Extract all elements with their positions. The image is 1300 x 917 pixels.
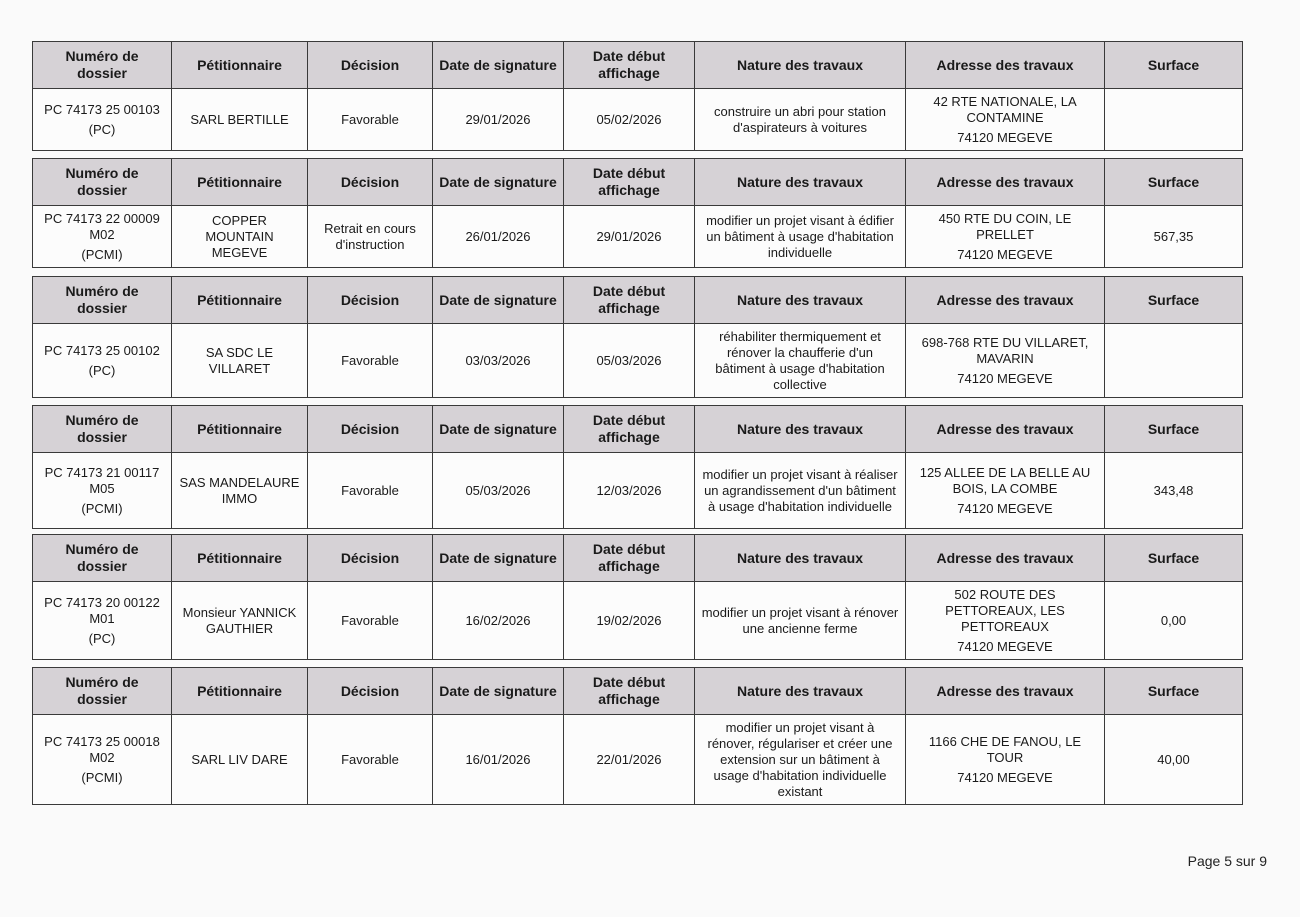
header-adresse: Adresse des travaux — [906, 159, 1105, 206]
date-affichage-cell: 22/01/2026 — [564, 715, 695, 805]
dossier-type: (PC) — [88, 630, 116, 646]
header-date-affichage: Date début affichage — [564, 277, 695, 324]
header-nature: Nature des travaux — [695, 668, 906, 715]
adresse-cell — [906, 453, 1105, 529]
header-petitionnaire: Pétitionnaire — [172, 406, 308, 453]
address-city: 74120 MEGEVE — [957, 769, 1053, 785]
header-adresse: Adresse des travaux — [906, 535, 1105, 582]
table-row — [33, 89, 1243, 151]
dossier-cell — [33, 324, 172, 398]
date-signature-cell: 26/01/2026 — [433, 206, 564, 268]
decision-cell: Favorable — [308, 715, 433, 805]
header-petitionnaire: Pétitionnaire — [172, 668, 308, 715]
surface-cell: 567,35 — [1105, 206, 1243, 268]
dossier-cell — [33, 89, 172, 151]
address-city: 74120 MEGEVE — [957, 500, 1053, 516]
address-street: 42 RTE NATIONALE, LA CONTAMINE — [933, 93, 1077, 125]
dossier-type: (PCMI) — [81, 500, 123, 516]
address-street: 502 ROUTE DES PETTOREAUX, LES PETTOREAUX — [945, 586, 1065, 634]
date-signature-cell: 05/03/2026 — [433, 453, 564, 529]
header-decision: Décision — [308, 159, 433, 206]
dossier-cell — [33, 715, 172, 805]
header-dossier: Numéro de dossier — [33, 535, 172, 582]
header-date-signature: Date de signature — [433, 535, 564, 582]
header-decision: Décision — [308, 42, 433, 89]
header-surface: Surface — [1105, 535, 1243, 582]
address-street: 125 ALLEE DE LA BELLE AU BOIS, LA COMBE — [919, 464, 1091, 496]
nature-cell: modifier un projet visant à rénover une ancienne ferme — [695, 582, 906, 660]
dossier-number: PC 74173 22 00009 M02 — [44, 210, 160, 242]
adresse-cell — [906, 89, 1105, 151]
header-surface: Surface — [1105, 406, 1243, 453]
surface-cell: 343,48 — [1105, 453, 1243, 529]
decision-cell: Favorable — [308, 89, 433, 151]
header-date-affichage: Date début affichage — [564, 406, 695, 453]
header-dossier: Numéro de dossier — [33, 159, 172, 206]
address-street: 698-768 RTE DU VILLARET, MAVARIN — [921, 334, 1089, 366]
page-number: Page 5 sur 9 — [1187, 853, 1267, 869]
date-signature-cell: 16/01/2026 — [433, 715, 564, 805]
permit-table — [32, 41, 1243, 151]
date-affichage-cell: 05/03/2026 — [564, 324, 695, 398]
header-date-signature: Date de signature — [433, 406, 564, 453]
header-petitionnaire: Pétitionnaire — [172, 159, 308, 206]
table-row — [33, 582, 1243, 660]
address-city: 74120 MEGEVE — [957, 370, 1053, 386]
decision-cell: Favorable — [308, 453, 433, 529]
petitionnaire-cell: SARL BERTILLE — [172, 89, 308, 151]
header-surface: Surface — [1105, 277, 1243, 324]
header-nature: Nature des travaux — [695, 277, 906, 324]
header-decision: Décision — [308, 406, 433, 453]
header-adresse: Adresse des travaux — [906, 42, 1105, 89]
header-date-affichage: Date début affichage — [564, 668, 695, 715]
header-date-affichage: Date début affichage — [564, 159, 695, 206]
address-street: 1166 CHE DE FANOU, LE TOUR — [928, 733, 1082, 765]
dossier-type: (PCMI) — [81, 246, 123, 262]
header-row — [33, 535, 1243, 582]
dossier-type: (PC) — [88, 362, 116, 378]
header-decision: Décision — [308, 535, 433, 582]
adresse-cell — [906, 324, 1105, 398]
header-petitionnaire: Pétitionnaire — [172, 42, 308, 89]
permit-table — [32, 158, 1243, 268]
header-date-affichage: Date début affichage — [564, 535, 695, 582]
petitionnaire-cell: SARL LIV DARE — [172, 715, 308, 805]
header-decision: Décision — [308, 668, 433, 715]
adresse-cell — [906, 582, 1105, 660]
petitionnaire-cell: SA SDC LE VILLARET — [172, 324, 308, 398]
date-signature-cell: 16/02/2026 — [433, 582, 564, 660]
nature-cell: modifier un projet visant à rénover, régulariser et créer une extension sur un bâtiment à usage d'habitation individuelle existant — [695, 715, 906, 805]
header-row — [33, 42, 1243, 89]
dossier-type: (PC) — [88, 121, 116, 137]
header-row — [33, 159, 1243, 206]
petitionnaire-cell: Monsieur YANNICK GAUTHIER — [172, 582, 308, 660]
address-city: 74120 MEGEVE — [957, 129, 1053, 145]
table-row — [33, 206, 1243, 268]
date-affichage-cell: 12/03/2026 — [564, 453, 695, 529]
header-date-affichage: Date début affichage — [564, 42, 695, 89]
permit-table — [32, 667, 1243, 805]
decision-cell: Favorable — [308, 324, 433, 398]
header-adresse: Adresse des travaux — [906, 406, 1105, 453]
header-petitionnaire: Pétitionnaire — [172, 535, 308, 582]
dossier-number: PC 74173 21 00117 M05 — [44, 464, 160, 496]
header-adresse: Adresse des travaux — [906, 668, 1105, 715]
address-city: 74120 MEGEVE — [957, 246, 1053, 262]
dossier-number: PC 74173 25 00018 M02 — [44, 733, 160, 765]
header-dossier: Numéro de dossier — [33, 668, 172, 715]
header-date-signature: Date de signature — [433, 159, 564, 206]
nature-cell: construire un abri pour station d'aspirateurs à voitures — [695, 89, 906, 151]
nature-cell: modifier un projet visant à édifier un bâtiment à usage d'habitation individuelle — [695, 206, 906, 268]
header-dossier: Numéro de dossier — [33, 277, 172, 324]
dossier-cell — [33, 206, 172, 268]
dossier-number: PC 74173 20 00122 M01 — [44, 594, 160, 626]
surface-cell — [1105, 89, 1243, 151]
dossier-type: (PCMI) — [81, 769, 123, 785]
header-nature: Nature des travaux — [695, 42, 906, 89]
header-date-signature: Date de signature — [433, 668, 564, 715]
decision-cell: Retrait en cours d'instruction — [308, 206, 433, 268]
address-street: 450 RTE DU COIN, LE PRELLET — [938, 210, 1072, 242]
date-affichage-cell: 29/01/2026 — [564, 206, 695, 268]
date-signature-cell: 03/03/2026 — [433, 324, 564, 398]
header-row — [33, 277, 1243, 324]
header-date-signature: Date de signature — [433, 277, 564, 324]
nature-cell: réhabiliter thermiquement et rénover la chaufferie d'un bâtiment à usage d'habitation collective — [695, 324, 906, 398]
header-nature: Nature des travaux — [695, 535, 906, 582]
adresse-cell — [906, 206, 1105, 268]
header-surface: Surface — [1105, 159, 1243, 206]
dossier-cell — [33, 453, 172, 529]
adresse-cell — [906, 715, 1105, 805]
nature-cell: modifier un projet visant à réaliser un agrandissement d'un bâtiment à usage d'habitation individuelle — [695, 453, 906, 529]
date-signature-cell: 29/01/2026 — [433, 89, 564, 151]
table-row — [33, 453, 1243, 529]
header-nature: Nature des travaux — [695, 159, 906, 206]
date-affichage-cell: 05/02/2026 — [564, 89, 695, 151]
dossier-number: PC 74173 25 00102 — [44, 342, 160, 358]
table-row — [33, 715, 1243, 805]
dossier-number: PC 74173 25 00103 — [44, 101, 160, 117]
surface-cell: 40,00 — [1105, 715, 1243, 805]
header-adresse: Adresse des travaux — [906, 277, 1105, 324]
address-city: 74120 MEGEVE — [957, 638, 1053, 654]
date-affichage-cell: 19/02/2026 — [564, 582, 695, 660]
permit-table — [32, 534, 1243, 660]
header-petitionnaire: Pétitionnaire — [172, 277, 308, 324]
header-dossier: Numéro de dossier — [33, 406, 172, 453]
table-row — [33, 324, 1243, 398]
permit-table — [32, 405, 1243, 529]
header-decision: Décision — [308, 277, 433, 324]
dossier-cell — [33, 582, 172, 660]
petitionnaire-cell: COPPER MOUNTAIN MEGEVE — [172, 206, 308, 268]
header-date-signature: Date de signature — [433, 42, 564, 89]
header-nature: Nature des travaux — [695, 406, 906, 453]
decision-cell: Favorable — [308, 582, 433, 660]
header-surface: Surface — [1105, 668, 1243, 715]
header-dossier: Numéro de dossier — [33, 42, 172, 89]
petitionnaire-cell: SAS MANDELAURE IMMO — [172, 453, 308, 529]
header-surface: Surface — [1105, 42, 1243, 89]
surface-cell: 0,00 — [1105, 582, 1243, 660]
permit-table — [32, 276, 1243, 398]
header-row — [33, 406, 1243, 453]
header-row — [33, 668, 1243, 715]
surface-cell — [1105, 324, 1243, 398]
